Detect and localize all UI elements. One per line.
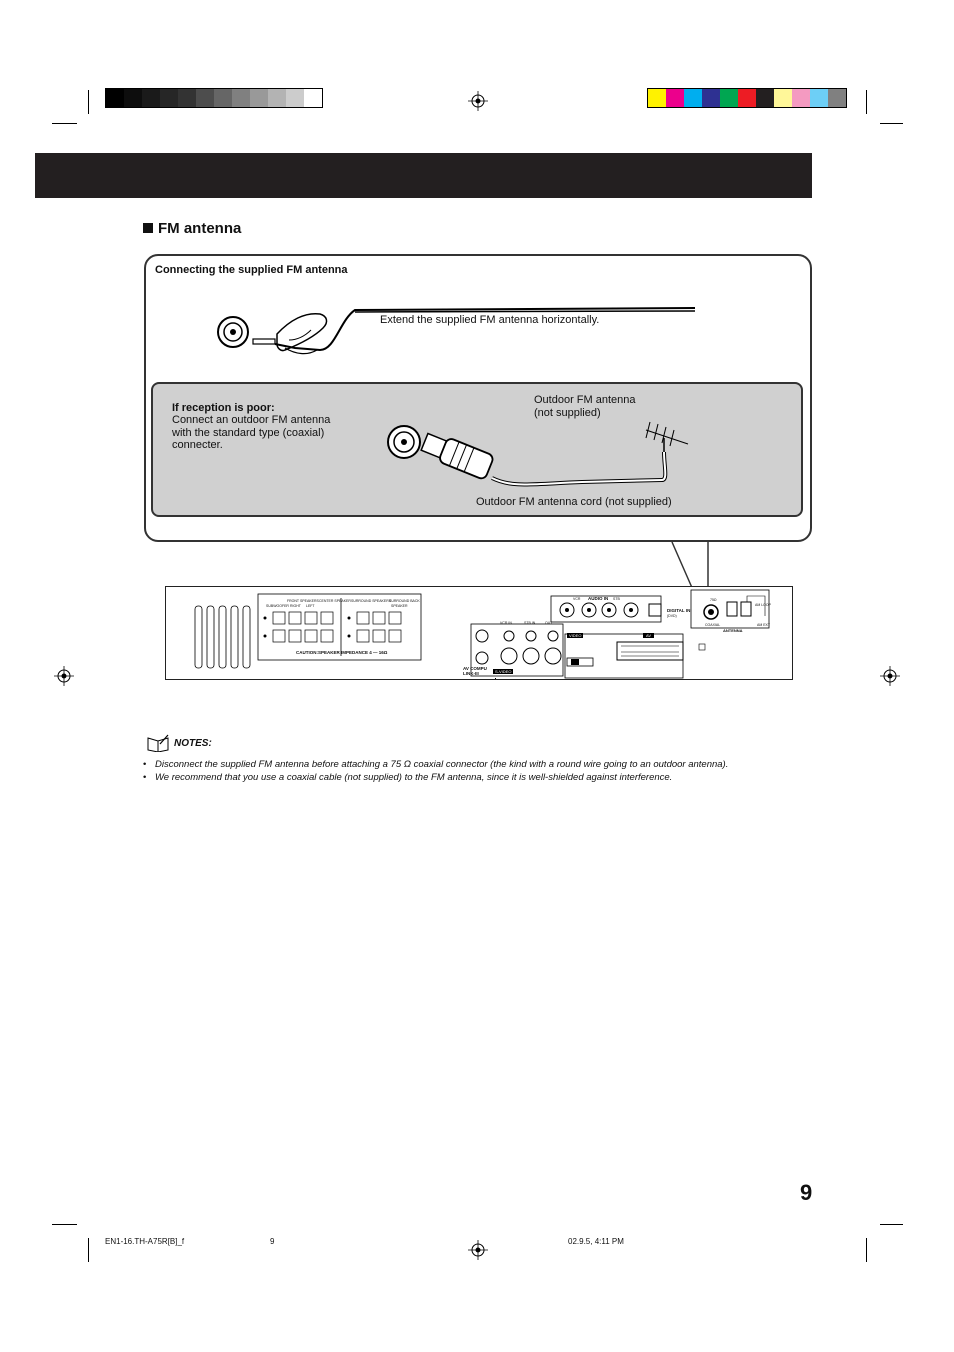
left-label: LEFT	[306, 604, 315, 608]
subwoofer-label: SUBWOOFER	[266, 604, 289, 608]
crop-mark	[866, 90, 867, 114]
color-swatch	[178, 89, 196, 107]
color-swatch	[738, 89, 756, 107]
registration-target-icon	[880, 666, 900, 686]
notebook-pen-icon	[146, 734, 170, 752]
digital-in-label: DIGITAL IN	[667, 608, 691, 613]
extend-instruction: Extend the supplied FM antenna horizontally.	[380, 314, 600, 326]
crop-mark	[88, 1238, 89, 1262]
crop-mark	[880, 123, 903, 124]
color-swatch	[756, 89, 774, 107]
color-swatch	[774, 89, 792, 107]
crop-mark	[88, 90, 89, 114]
registration-target-icon	[468, 1240, 488, 1260]
antenna-label: ANTENNA	[723, 628, 743, 633]
process-color-bar	[647, 88, 847, 108]
square-bullet-icon	[143, 223, 153, 233]
note-item: • Disconnect the supplied FM antenna before attaching a 75 Ω coaxial connector (the kind with a round wire going to an outdoor antenna).	[143, 758, 823, 771]
color-swatch	[304, 89, 322, 107]
section-title: FM antenna	[143, 220, 241, 237]
ohm75-label: 75Ω	[710, 598, 717, 602]
footer-file-name: EN1-16.TH-A75R[B]_f	[105, 1237, 185, 1246]
color-swatch	[792, 89, 810, 107]
poor-reception-text: Connect an outdoor FM antenna with the standard type (coaxial) connecter.	[172, 414, 331, 451]
outdoor-antenna-illustration	[382, 418, 702, 498]
surround-back-label: SURROUND BACK	[389, 599, 420, 603]
stb-in-label: STB IN	[524, 621, 536, 625]
color-swatch	[214, 89, 232, 107]
coaxial-label: COAXIAL	[705, 623, 721, 627]
color-swatch	[720, 89, 738, 107]
front-speakers-label: FRONT SPEAKERS	[287, 599, 319, 603]
stb-label: STB	[613, 597, 620, 601]
outdoor-cord-label: Outdoor FM antenna cord (not supplied)	[476, 496, 672, 508]
color-swatch	[810, 89, 828, 107]
out-label: OUT	[545, 621, 553, 625]
color-swatch	[666, 89, 684, 107]
color-swatch	[160, 89, 178, 107]
crop-mark	[866, 1238, 867, 1262]
notes-list	[143, 758, 823, 784]
center-speaker-label: CENTER SPEAKER	[319, 599, 351, 603]
connecting-heading: Connecting the supplied FM antenna	[155, 264, 348, 276]
vcr-label: VCR	[573, 597, 581, 601]
outdoor-antenna-label: Outdoor FM antenna (not supplied)	[534, 394, 636, 419]
am-ext-label: AM EXT	[757, 623, 771, 627]
crop-mark	[880, 1224, 903, 1225]
speaker-label: SPEAKER	[391, 604, 408, 608]
av-label: AV	[643, 633, 654, 638]
color-swatch	[106, 89, 124, 107]
color-swatch	[828, 89, 846, 107]
am-loop-label: AM LOOP	[755, 603, 771, 607]
dvd-label: (DVD)	[667, 614, 677, 618]
color-swatch	[684, 89, 702, 107]
color-swatch	[702, 89, 720, 107]
right-label: RIGHT	[290, 604, 301, 608]
color-swatch	[232, 89, 250, 107]
color-swatch	[286, 89, 304, 107]
crop-mark	[52, 123, 77, 124]
s-video-label: S-VIDEO	[495, 669, 512, 674]
poor-reception-heading: If reception is poor:	[172, 402, 275, 414]
av-compu-link-label: AV COMPU LINK-III	[463, 666, 487, 676]
page-number: 9	[800, 1180, 813, 1205]
note-item: • We recommend that you use a coaxial cable (not supplied) to the FM antenna, since it is well-shielded against interference.	[143, 771, 823, 784]
supplied-antenna-illustration	[205, 300, 705, 370]
video-label: VIDEO	[569, 633, 582, 638]
crop-mark	[52, 1224, 77, 1225]
footer-page: 9	[270, 1237, 275, 1246]
color-swatch	[648, 89, 666, 107]
page-header-bar	[35, 153, 812, 198]
gray-color-bar	[105, 88, 323, 108]
vcr-in-label: VCR IN	[500, 621, 512, 625]
surround-speakers-label: SURROUND SPEAKERS	[351, 599, 392, 603]
footer-timestamp: 02.9.5, 4:11 PM	[568, 1237, 624, 1246]
color-swatch	[124, 89, 142, 107]
registration-target-icon	[468, 91, 488, 111]
notes-header	[146, 734, 212, 752]
registration-target-icon	[54, 666, 74, 686]
color-swatch	[196, 89, 214, 107]
color-swatch	[142, 89, 160, 107]
color-swatch	[250, 89, 268, 107]
audio-in-label: AUDIO IN	[588, 596, 609, 601]
color-swatch	[268, 89, 286, 107]
notes-heading: NOTES:	[174, 737, 212, 749]
caution-label: CAUTION:SPEAKER IMPEDANCE 4 — 16Ω	[296, 650, 388, 655]
